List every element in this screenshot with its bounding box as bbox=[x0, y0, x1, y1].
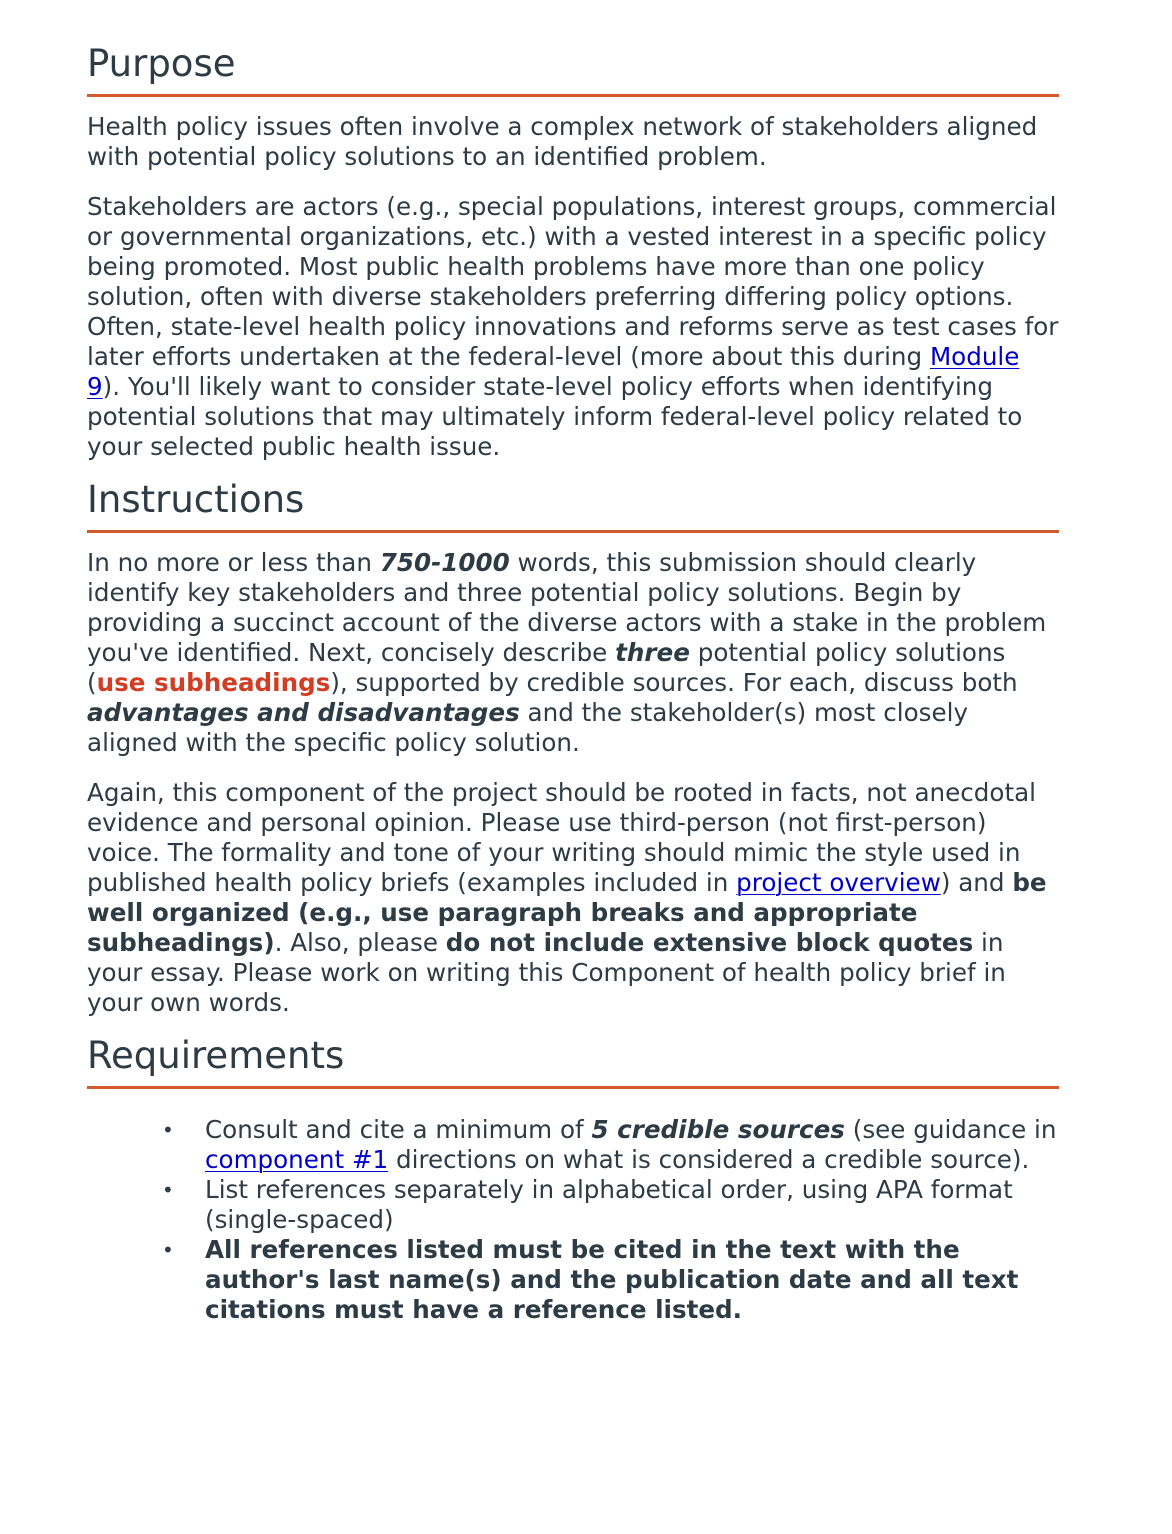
req1-text-b: (see guidance in bbox=[844, 1115, 1057, 1144]
word-count-emphasis: 750-1000 bbox=[379, 548, 510, 577]
instr-p2-text-a: Again, this component of the project should be rooted in facts, not anecdotal evidence and personal opinion. Please use third-person (not first-person) voice. The formality and tone of your writing should mimic the style used in published health policy briefs (examples included in bbox=[87, 778, 1036, 897]
req3-text: All references listed must be cited in the text with the author's last name(s) and the publication date and all text citations must have a reference listed. bbox=[205, 1235, 1019, 1324]
req2-text: List references separately in alphabetical order, using APA format (single-spaced) bbox=[205, 1175, 1013, 1234]
instr-p2-text-d: in your essay. Please work on writing this Component of health policy brief in your own words. bbox=[87, 928, 1006, 1017]
requirements-list bbox=[87, 1115, 1059, 1325]
instr-p1-text-b: words, this submission should clearly identify key stakeholders and three potential policy solutions. Begin by providing a succinct account of the diverse actors with a stake in the problem you've identified. Next, concisely describe bbox=[87, 548, 1047, 667]
instructions-paragraph-2 bbox=[87, 778, 1059, 1018]
component-1-link[interactable]: component #1 bbox=[205, 1145, 389, 1174]
bullet-icon: • bbox=[162, 1238, 174, 1262]
requirements-heading: Requirements bbox=[87, 1034, 345, 1077]
instr-p1-text-e: and the stakeholder(s) most closely aligned with the specific policy solution. bbox=[87, 698, 968, 757]
purpose-divider bbox=[87, 94, 1059, 97]
instructions-section bbox=[87, 476, 1059, 1018]
bullet-icon: • bbox=[162, 1178, 174, 1202]
instr-p1-text-a: In no more or less than bbox=[87, 548, 380, 577]
well-organized-emphasis: be well organized (e.g., use paragraph breaks and appropriate subheadings) bbox=[87, 868, 1047, 957]
instructions-divider bbox=[87, 530, 1059, 533]
instructions-heading: Instructions bbox=[87, 478, 305, 521]
no-block-quotes-emphasis: do not include extensive block quotes bbox=[445, 928, 974, 957]
instr-p1-text-d: ), supported by credible sources. For each, discuss both bbox=[330, 668, 1018, 697]
requirements-section bbox=[87, 1032, 1059, 1325]
bullet-icon: • bbox=[162, 1118, 174, 1142]
purpose-paragraph-2 bbox=[87, 192, 1059, 462]
purpose-section bbox=[87, 40, 1059, 462]
instr-p2-text-c: . Also, please bbox=[274, 928, 446, 957]
requirements-divider bbox=[87, 1086, 1059, 1089]
instr-p2-text-b: ) and bbox=[940, 868, 1013, 897]
purpose-p2-text-b: ). You'll likely want to consider state-level policy efforts when identifying potential solutions that may ultimately inform federal-level policy related to your selected public health issue. bbox=[87, 372, 1023, 461]
purpose-paragraph-1: Health policy issues often involve a complex network of stakeholders aligned with potential policy solutions to an identified problem. bbox=[87, 112, 1038, 171]
use-subheadings-highlight: use subheadings bbox=[96, 668, 331, 697]
req1-text-a: Consult and cite a minimum of bbox=[205, 1115, 592, 1144]
requirement-item-citations bbox=[162, 1235, 1059, 1325]
instr-p1-text-c: potential policy solutions ( bbox=[87, 638, 1006, 697]
req1-text-c: directions on what is considered a credible source). bbox=[388, 1145, 1030, 1174]
document bbox=[87, 40, 1059, 1325]
project-overview-link[interactable]: project overview bbox=[736, 868, 941, 897]
credible-sources-emphasis: 5 credible sources bbox=[591, 1115, 845, 1144]
three-emphasis: three bbox=[615, 638, 690, 667]
module-9-link[interactable]: Module 9 bbox=[87, 342, 1020, 401]
requirement-item-references bbox=[162, 1175, 1059, 1235]
purpose-heading: Purpose bbox=[87, 42, 236, 85]
purpose-p2-text-a: Stakeholders are actors (e.g., special populations, interest groups, commercial or governmental organizations, etc.) with a vested interest in a specific policy being promoted. Most public health problems have more than one policy solution, often with diverse stakeholders preferring differing policy options. Often, state-level health policy innovations and reforms serve as test cases for later efforts undertaken at the federal-level (more about this during bbox=[87, 192, 1059, 371]
requirement-item-sources bbox=[162, 1115, 1059, 1175]
instructions-paragraph-1 bbox=[87, 548, 1059, 758]
advantages-disadvantages-emphasis: advantages and disadvantages bbox=[87, 698, 520, 727]
